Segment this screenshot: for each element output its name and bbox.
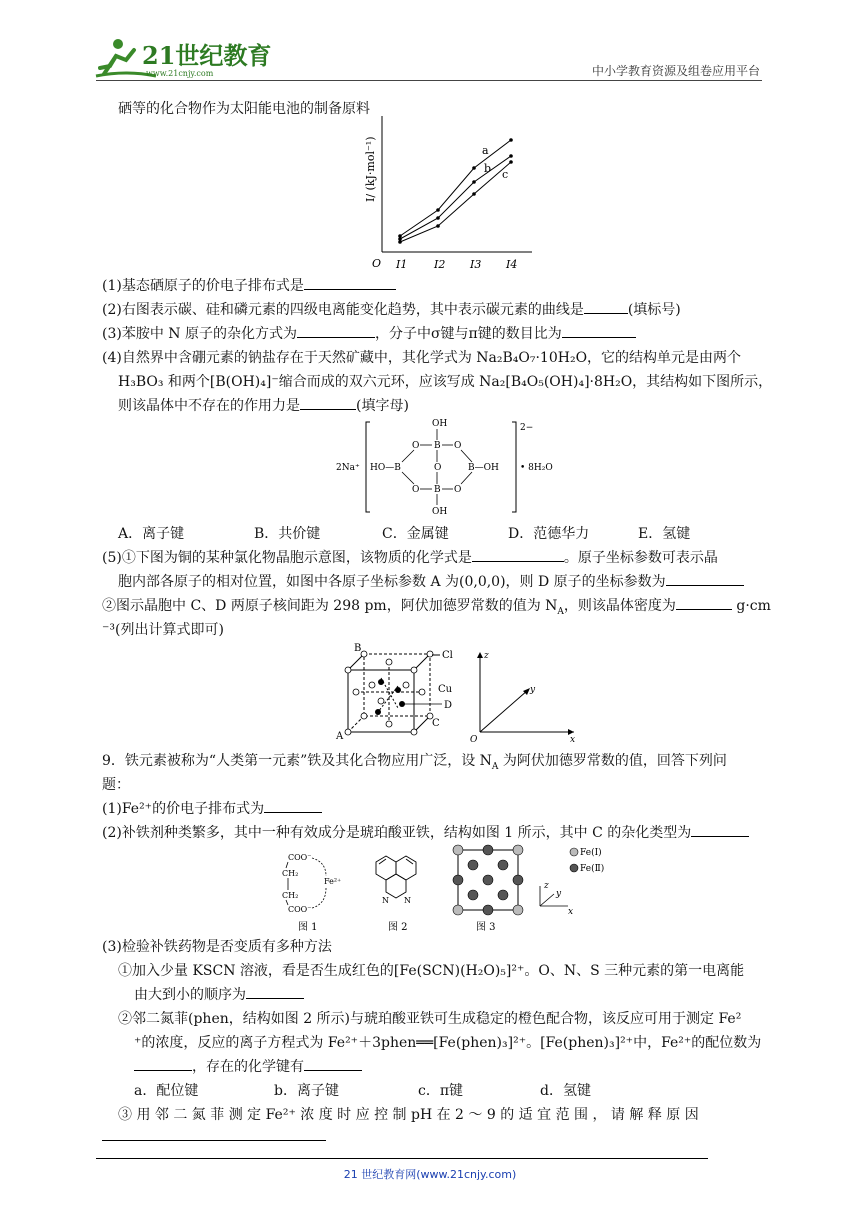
- atom-label: OH: [432, 507, 448, 517]
- q9-part1-text: (1)Fe²⁺的价电子排布式为: [102, 801, 265, 817]
- axis-label-x: x: [570, 735, 576, 745]
- fig1-label: Fe²⁺: [324, 877, 342, 886]
- q8-part5-line2: [118, 573, 744, 591]
- fig1-label: COO⁻: [288, 905, 312, 914]
- curve-b: [400, 156, 511, 239]
- answer-blank[interactable]: [584, 301, 628, 314]
- fig1-caption: 图 1: [298, 922, 318, 933]
- cell-label-cu: Cu: [438, 684, 453, 695]
- q9-part3-3: ③ 用 邻 二 氮 菲 测 定 Fe²⁺ 浓 度 时 应 控 制 pH 在 2 ～ 9 的 适 宜 范 围 ， 请 解 释 原 因: [118, 1107, 699, 1123]
- unit-cell-diagram: [326, 642, 466, 740]
- curve-label-b: b: [484, 162, 492, 175]
- fig2-caption: 图 2: [388, 922, 408, 933]
- q8-part4-line3-end: (填字母): [356, 398, 409, 414]
- q9-part1: [102, 800, 322, 818]
- q8-part5-line1-end: 。原子坐标参数可表示晶: [563, 550, 718, 566]
- answer-blank[interactable]: [246, 986, 304, 999]
- chart-xtick-3: I3: [470, 258, 482, 271]
- atom-label: O: [454, 441, 462, 451]
- answer-blank[interactable]: [691, 824, 749, 837]
- header-divider: [96, 80, 762, 81]
- curve-label-a: a: [482, 144, 489, 157]
- legend-fe2: Fe(Ⅱ): [580, 864, 605, 874]
- bond-option-d[interactable]: d．氢键: [540, 1083, 591, 1099]
- logo-url: www.21cnjy.com: [146, 69, 214, 78]
- atom-label: O: [412, 485, 420, 495]
- logo-text: 21世纪教育: [142, 41, 272, 70]
- q8-part3: [102, 325, 636, 343]
- axis-label-z: z: [484, 651, 489, 661]
- chart-xtick-1: I1: [396, 258, 408, 271]
- q8-part5-line4: ⁻³(列出计算式即可): [102, 622, 224, 638]
- option-b[interactable]: B．共价键: [254, 526, 321, 542]
- q8-part4-options: [118, 525, 690, 543]
- curve-a: [400, 140, 511, 236]
- cell-label-c: C: [432, 718, 440, 729]
- q8-part4-line2: H₃BO₃ 和两个[B(OH)₄]⁻缩合而成的双六元环，应该写成 Na₂[B₄O₅(OH)₄]·8H₂O，其结构如下图所示，: [118, 374, 773, 390]
- q9-stem-end: 为阿伏加德罗常数的值，回答下列问: [498, 753, 727, 769]
- sodium-prefix: 2Na⁺: [336, 463, 360, 473]
- figure-1-ferrous-succinate: [264, 848, 348, 934]
- option-d[interactable]: D．范德华力: [508, 526, 590, 542]
- q8-part5-line2-text: 胞内部各原子的相对位置，如图中各原子坐标参数 A 为(0,0,0)，则 D 原子的坐标参数为: [118, 574, 666, 590]
- atom-label: O: [412, 441, 420, 451]
- curve-label-c: c: [502, 168, 509, 181]
- option-c[interactable]: C．金属键: [382, 526, 449, 542]
- ionization-energy-chart: [360, 110, 540, 274]
- cell-label-cl: Cl: [442, 650, 453, 661]
- q8-part5-line1-text: (5)①下图为铜的某种氯化物晶胞示意图，该物质的化学式是: [102, 550, 472, 566]
- option-e[interactable]: E．氢键: [638, 526, 691, 542]
- site-logo: [96, 30, 272, 82]
- q9-part3-2-text: ，存在的化学键有: [192, 1059, 304, 1075]
- q8-part4-line1: (4)自然界中含硼元素的钠盐存在于天然矿藏中，其化学式为 Na₂B₄O₇·10H₂O，它的结构单元是由两个: [102, 350, 742, 366]
- fig3-axis-z: z: [544, 881, 549, 891]
- answer-blank[interactable]: [264, 800, 322, 813]
- q9-stem-line2: 题：: [102, 777, 130, 793]
- answer-blank[interactable]: [666, 573, 744, 586]
- q8-part4-line3-text: 则该晶体中不存在的作用力是: [118, 398, 300, 414]
- q8-part5-line3-mid: ，则该晶体密度为: [563, 598, 676, 614]
- figure-2-phenanthroline: [362, 848, 436, 934]
- footer-text: 21 世纪教育网(www.21cnjy.com): [343, 1168, 517, 1181]
- borate-structure-diagram: [334, 414, 564, 518]
- bond-option-c[interactable]: c．π键: [418, 1083, 464, 1099]
- q9-part3-2-line2: ⁺的浓度，反应的离子方程式为 Fe²⁺＋3phen══[Fe(phen)₃]²⁺。[Fe(phen)₃]²⁺中，Fe²⁺的配位数为: [134, 1035, 762, 1051]
- chart-xtick-2: I2: [434, 258, 446, 271]
- answer-blank[interactable]: [472, 549, 564, 562]
- struct-charge: 2−: [520, 423, 534, 433]
- q8-part1-text: (1)基态硒原子的价电子排布式是: [102, 278, 304, 294]
- q8-part5-line1: [102, 549, 718, 567]
- bond-option-b[interactable]: b．离子键: [274, 1083, 339, 1099]
- answer-blank[interactable]: [304, 277, 396, 290]
- q8-part5-line3: ②图示晶胞中 C、D 两原子核间距为 298 pm，阿伏加德罗常数的值为 $N_A$，则该晶体密度为 g·cm: [102, 598, 771, 617]
- bond-option-a[interactable]: a．配位键: [134, 1083, 199, 1099]
- fig2-n-label: N: [404, 896, 411, 905]
- coordinate-axes: [470, 646, 582, 745]
- atom-label: O: [454, 485, 462, 495]
- cell-label-d: D: [444, 700, 453, 711]
- q8-part2-text: (2)右图表示碳、硅和磷元素的四级电离能变化趋势，其中表示碳元素的曲线是: [102, 302, 584, 318]
- atom-label: B: [434, 485, 441, 495]
- struct-water: • 8H₂O: [520, 463, 553, 473]
- q9-part3-2-line1: ②邻二氮菲(phen，结构如图 2 所示)与琥珀酸亚铁可生成稳定的橙色配合物，该反应可用于测定 Fe²: [118, 1011, 742, 1027]
- answer-blank[interactable]: [297, 325, 375, 338]
- q9-part3: (3)检验补铁药物是否变质有多种方法: [102, 939, 332, 955]
- q8-intro: 硒等的化合物作为太阳能电池的制备原料: [118, 101, 370, 117]
- fig3-axis-x: x: [568, 907, 574, 917]
- q8-part3-text-b: ，分子中σ键与π键的数目比为: [374, 326, 562, 342]
- option-a[interactable]: A．离子键: [118, 526, 185, 542]
- atom-label: O: [434, 463, 442, 473]
- chart-xtick-4: I4: [506, 258, 518, 271]
- atom-label: HO—B: [370, 463, 401, 473]
- q9-part3-1-line2: [134, 986, 304, 1004]
- fig2-n-label: N: [382, 896, 389, 905]
- q9-part3-2-line3: [134, 1058, 362, 1076]
- footer-divider: [96, 1158, 708, 1159]
- atom-label: OH: [432, 419, 448, 429]
- q8-part2: [102, 301, 681, 319]
- atom-label: B: [434, 441, 441, 451]
- answer-blank[interactable]: [304, 1058, 362, 1071]
- figure-3-fe-lattice: [446, 844, 605, 934]
- axis-label-y: y: [530, 685, 536, 695]
- cell-label-a: A: [336, 731, 344, 742]
- chart-ylabel: I/ (kJ·mol⁻¹): [364, 136, 377, 202]
- q8-part2-end: (填标号): [627, 302, 681, 318]
- axis-label-o: O: [470, 735, 478, 745]
- q9-part3-1-text: 由大到小的顺序为: [134, 987, 246, 1003]
- q9-part2-text: (2)补铁剂种类繁多，其中一种有效成分是琥珀酸亚铁，结构如图 1 所示，其中 C 的杂化类型为: [102, 825, 692, 841]
- legend-fe1: Fe(Ⅰ): [580, 848, 602, 858]
- answer-blank[interactable]: [676, 597, 732, 610]
- answer-blank-line[interactable]: [102, 1140, 326, 1141]
- q8-part4-line3: [118, 397, 409, 415]
- q9-bond-options: [134, 1082, 591, 1100]
- answer-blank[interactable]: [134, 1058, 192, 1071]
- cell-label-b: B: [354, 643, 362, 654]
- q9-part3-1-line1: ①加入少量 KSCN 溶液，看是否生成红色的[Fe(SCN)(H₂O)₅]²⁺。O、N、S 三种元素的第一电离能: [118, 963, 745, 979]
- q8-part5-line3-text: ②图示晶胞中 C、D 两原子核间距为 298 pm，阿伏加德罗常数的值为 N: [102, 598, 558, 614]
- chart-origin: O: [372, 257, 382, 270]
- fig1-label: COO⁻: [288, 853, 312, 862]
- q9-stem-line1: 9．铁元素被称为“人类第一元素”铁及其化合物应用广泛，设 $N_A$ 为阿伏加德罗常数的值，回答下列问: [102, 753, 727, 772]
- q9-part2: [102, 824, 749, 842]
- q8-part3-text-a: (3)苯胺中 N 原子的杂化方式为: [102, 326, 297, 342]
- q9-stem-text: 9．铁元素被称为“人类第一元素”铁及其化合物应用广泛，设 N: [102, 753, 492, 769]
- fig3-caption: 图 3: [476, 922, 496, 933]
- q8-part1: [102, 277, 396, 295]
- header-platform-text: 中小学教育资源及组卷应用平台: [591, 64, 760, 78]
- answer-blank[interactable]: [562, 325, 636, 338]
- fig1-label: CH₂: [282, 869, 299, 878]
- fig3-axis-y: y: [556, 889, 562, 899]
- answer-blank[interactable]: [300, 397, 356, 410]
- fig1-label: CH₂: [282, 891, 299, 900]
- q8-part5-line3-unit: g·cm: [731, 598, 771, 614]
- atom-label: B—OH: [468, 463, 499, 473]
